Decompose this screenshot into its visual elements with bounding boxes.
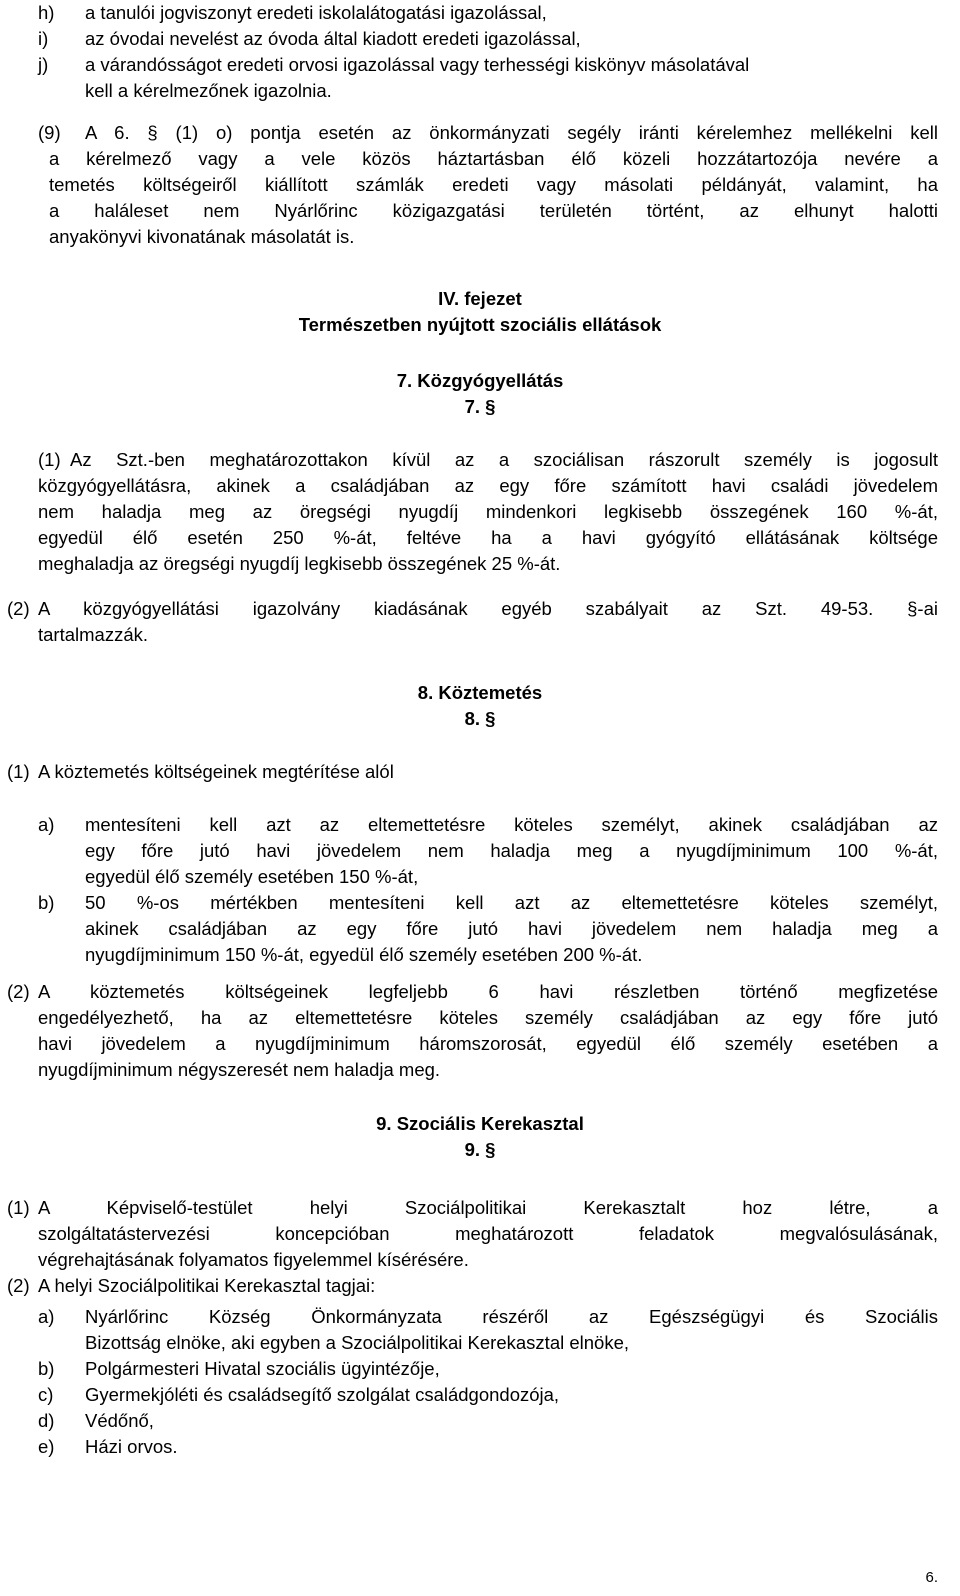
list-marker: i)	[38, 28, 49, 49]
paragraph-line: Az Szt.-ben meghatározottakon kívül az a szociálisan rászorult személy is jogosult	[70, 449, 938, 470]
list-item-line: Polgármesteri Hivatal szociális ügyintézője,	[85, 1358, 440, 1379]
chapter-title: Természetben nyújtott szociális ellátások	[298, 314, 662, 335]
paragraph-marker: (1)	[7, 1197, 30, 1218]
paragraph-line: A közgyógyellátási igazolvány kiadásának egyéb szabályait az Szt. 49-53. §-ai	[38, 598, 938, 619]
paragraph-marker: (2)	[7, 1275, 30, 1296]
paragraph-line: végrehajtásának folyamatos figyelemmel kísérésére.	[38, 1249, 469, 1270]
paragraph-line: szolgáltatástervezési koncepcióban meghatározott feladatok megvalósulásának,	[38, 1223, 938, 1244]
list-item-line: akinek családjában az egy főre jutó havi jövedelem nem haladja meg a	[85, 918, 938, 939]
paragraph-marker: (1)	[7, 761, 30, 782]
paragraph-sign: 9. §	[464, 1139, 496, 1160]
list-item-line: Gyermekjóléti és családsegítő szolgálat családgondozója,	[85, 1384, 560, 1405]
list-item-line: egy főre jutó havi jövedelem nem haladja meg a nyugdíjminimum 100 %-át,	[85, 840, 938, 861]
list-item-line: Nyárlőrinc Község Önkormányzata részéről az Egészségügyi és Szociális	[85, 1306, 938, 1327]
paragraph-line: A köztemetés költségeinek megtérítése alól	[38, 761, 394, 782]
list-marker: e)	[38, 1436, 55, 1457]
section-title: 9. Szociális Kerekasztal	[376, 1113, 584, 1134]
paragraph-line: A Képviselő-testület helyi Szociálpolitikai Kerekasztalt hoz létre, a	[38, 1197, 938, 1218]
list-item-line: mentesíteni kell azt az eltemettetésre köteles személyt, akinek családjában az	[85, 814, 938, 835]
list-marker: b)	[38, 892, 55, 913]
paragraph-marker: (9)	[38, 122, 61, 143]
paragraph-sign: 8. §	[464, 708, 496, 729]
paragraph-line: havi jövedelem a nyugdíjminimum háromszorosát, egyedül élő személy esetében a	[38, 1033, 938, 1054]
paragraph-line: temetés költségeiről kiállított számlák eredeti vagy másolati példányát, valamint, ha	[49, 174, 938, 195]
list-item-line: egyedül élő személy esetében 150 %-át,	[85, 866, 419, 887]
list-marker: a)	[38, 1306, 55, 1327]
paragraph-line: anyakönyvi kivonatának másolatát is.	[49, 226, 355, 247]
paragraph-marker: (2)	[7, 981, 30, 1002]
paragraph-line: nyugdíjminimum négyszeresét nem haladja meg.	[38, 1059, 441, 1080]
paragraph-line: a kérelmező vagy a vele közös háztartásban élő közeli hozzátartozója nevére a	[49, 148, 938, 169]
list-item-text: a tanulói jogviszonyt eredeti iskolalátogatási igazolással,	[85, 2, 547, 23]
paragraph-line: A köztemetés költségeinek legfeljebb 6 havi részletben történő megfizetése	[38, 981, 938, 1002]
list-item-line: 50 %-os mértékben mentesíteni kell azt az eltemettetésre köteles személyt,	[85, 892, 938, 913]
list-item-line: Védőnő,	[85, 1410, 154, 1431]
paragraph-line: egyedül élő esetén 250 %-át, feltéve ha a havi gyógyító ellátásának költsége	[38, 527, 938, 548]
section-title: 7. Közgyógyellátás	[396, 370, 564, 391]
paragraph-marker: (2)	[7, 598, 30, 619]
paragraph-line: közgyógyellátásra, akinek a családjában az egy főre számított havi családi jövedelem	[38, 475, 938, 496]
list-item-line: nyugdíjminimum 150 %-át, egyedül élő személy esetében 200 %-át.	[85, 944, 643, 965]
paragraph-line: A 6. § (1) o) pontja esetén az önkormányzati segély iránti kérelemhez mellékelni kell	[85, 122, 938, 143]
paragraph-line: a haláleset nem Nyárlőrinc közigazgatási területén történt, az elhunyt halotti	[49, 200, 938, 221]
list-marker: c)	[38, 1384, 54, 1405]
section-title: 8. Köztemetés	[417, 682, 543, 703]
paragraph-line: meghaladja az öregségi nyugdíj legkisebb összegének 25 %-át.	[38, 553, 561, 574]
list-marker: a)	[38, 814, 55, 835]
paragraph-line: engedélyezhető, ha az eltemettetésre köteles személy családjában az egy főre jutó	[38, 1007, 938, 1028]
paragraph-line: A helyi Szociálpolitikai Kerekasztal tagjai:	[38, 1275, 376, 1296]
list-marker: b)	[38, 1358, 55, 1379]
chapter-number: IV. fejezet	[438, 288, 522, 309]
list-item-line: Házi orvos.	[85, 1436, 178, 1457]
list-item-text: az óvodai nevelést az óvoda által kiadott eredeti igazolással,	[85, 28, 581, 49]
paragraph-line: nem haladja meg az öregségi nyugdíj mindenkori legkisebb összegének 160 %-át,	[38, 501, 938, 522]
paragraph-line: tartalmazzák.	[38, 624, 149, 645]
paragraph-sign: 7. §	[464, 396, 496, 417]
list-marker: h)	[38, 2, 55, 23]
list-item-line: Bizottság elnöke, aki egyben a Szociálpolitikai Kerekasztal elnöke,	[85, 1332, 630, 1353]
list-item-text: a várandósságot eredeti orvosi igazolással vagy terhességi kiskönyv másolatával	[85, 54, 750, 75]
page-number: 6.	[925, 1569, 938, 1586]
list-marker: d)	[38, 1410, 55, 1431]
paragraph-marker: (1)	[38, 449, 61, 470]
list-marker: j)	[38, 54, 49, 75]
list-item-text: kell a kérelmezőnek igazolnia.	[85, 80, 332, 101]
